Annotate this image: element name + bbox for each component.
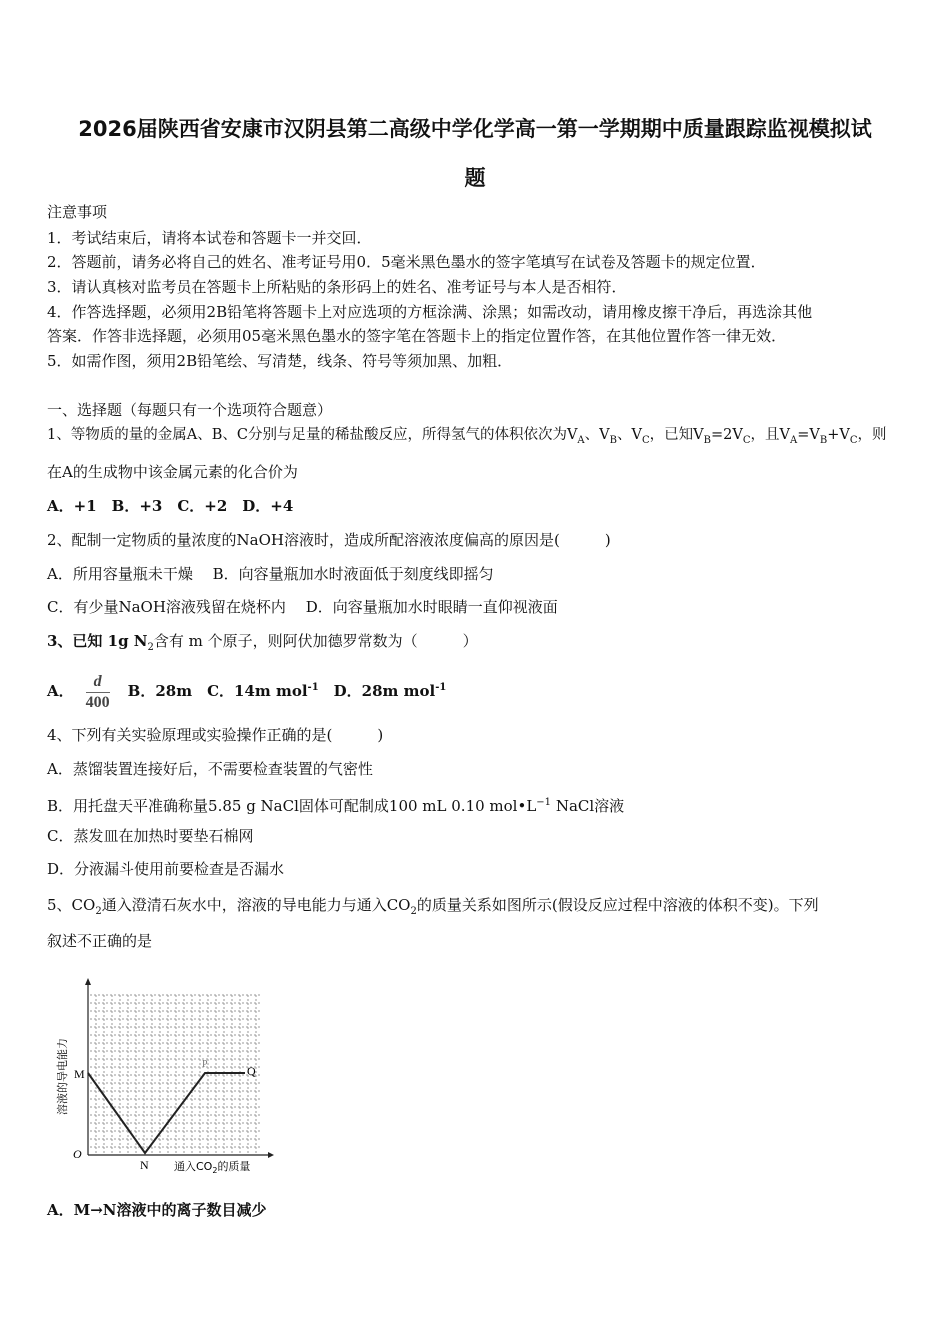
q5-stem: 5、$CO_2$通入澄清石灰水中，溶液的导电能力与通入$CO_2$的质量关系如图所示(假设反应过程中溶液的体积不变)。下列 xyxy=(47,896,819,917)
q5-stem-cont: 叙述不正确的是 xyxy=(47,932,153,950)
conductivity-figure xyxy=(40,975,280,1175)
notice-item: 4．作答选择题，必须用2B铅笔将答题卡上对应选项的方框涂满、涂黑；如需改动，请用橡皮擦干净后，再选涂其他 xyxy=(47,303,813,321)
y-axis-arrow xyxy=(85,978,91,985)
page-title-cont: 题 xyxy=(464,166,486,190)
x-axis-arrow xyxy=(268,1152,274,1158)
section-heading: 一、选择题（每题只有一个选项符合题意） xyxy=(47,401,333,419)
notice-item: 答案．作答非选择题，必须用05毫米黑色墨水的签字笔在答题卡上的指定位置作答，在其他位置作答一律无效． xyxy=(47,327,787,345)
q4-option-c: C．蒸发皿在加热时要垫石棉网 xyxy=(47,827,254,845)
q3-options: A． $\frac{d}{400}$ B．28m C．14m mol$^{-1}$ D．28m mol$^{-1}$ xyxy=(47,672,447,711)
label-M: M xyxy=(74,1067,85,1081)
notice-item: 5．如需作图，须用2B铅笔绘、写清楚，线条、符号等须加黑、加粗． xyxy=(47,352,513,370)
q1-stem-cont: 在A的生成物中该金属元素的化合价为 xyxy=(47,463,298,481)
q1-stem: 1、等物质的量的金属A、B、C分别与足量的稀盐酸反应，所得氢气的体积依次为$V_A$、$V_B$、$V_C$，已知$V_B=2V_C$，且$V_A=V_B+V_C$，则 xyxy=(47,427,887,446)
q4-option-a: A．蒸馏装置连接好后，不需要检查装置的气密性 xyxy=(47,760,373,778)
label-origin: O xyxy=(73,1147,82,1161)
notice-item: 1．考试结束后，请将本试卷和答题卡一并交回． xyxy=(47,229,372,247)
x-axis-label: 通入$CO_2$的质量 xyxy=(174,1160,251,1175)
q2-options-cd: C．有少量NaOH溶液残留在烧杯内 D．向容量瓶加水时眼睛一直仰视液面 xyxy=(47,598,558,616)
label-P: P xyxy=(202,1059,208,1070)
notice-heading: 注意事项 xyxy=(47,203,108,221)
notice-item: 3．请认真核对监考员在答题卡上所粘贴的条形码上的姓名、准考证号与本人是否相符． xyxy=(47,278,627,296)
label-N: N xyxy=(140,1158,149,1172)
q2-options-ab: A．所用容量瓶未干燥 B．向容量瓶加水时液面低于刻度线即摇匀 xyxy=(47,565,494,583)
notice-item: 2．答题前，请务必将自己的姓名、准考证号用0．5毫米黑色墨水的签字笔填写在试卷及答题卡的规定位置． xyxy=(47,253,766,271)
q3-stem: 3、已知 1g $N_2$含有 m 个原子，则阿伏加德罗常数为（ ） xyxy=(47,632,478,653)
fraction: $\frac{d}{400}$ xyxy=(85,672,110,711)
q4-option-b: B．用托盘天平准确称量5.85 g NaCl固体可配制成100 mL 0.10 $mol•L^{-1}$ NaCl溶液 xyxy=(47,797,625,815)
label-Q: Q xyxy=(247,1064,256,1078)
q1-options: A．+1 B．+3 C．+2 D．+4 xyxy=(47,497,294,515)
q4-stem: 4、下列有关实验原理或实验操作正确的是( ) xyxy=(47,726,384,744)
q4-option-d: D．分液漏斗使用前要检查是否漏水 xyxy=(47,860,285,878)
y-axis-label: 溶液的导电能力 xyxy=(56,1038,69,1115)
q2-stem: 2、配制一定物质的量浓度的NaOH溶液时，造成所配溶液浓度偏高的原因是( ) xyxy=(47,531,611,549)
page-title: 2026届陕西省安康市汉阴县第二高级中学化学高一第一学期期中质量跟踪监视模拟试 xyxy=(78,117,872,141)
q5-option-a: A．M→N溶液中的离子数目减少 xyxy=(47,1201,267,1219)
